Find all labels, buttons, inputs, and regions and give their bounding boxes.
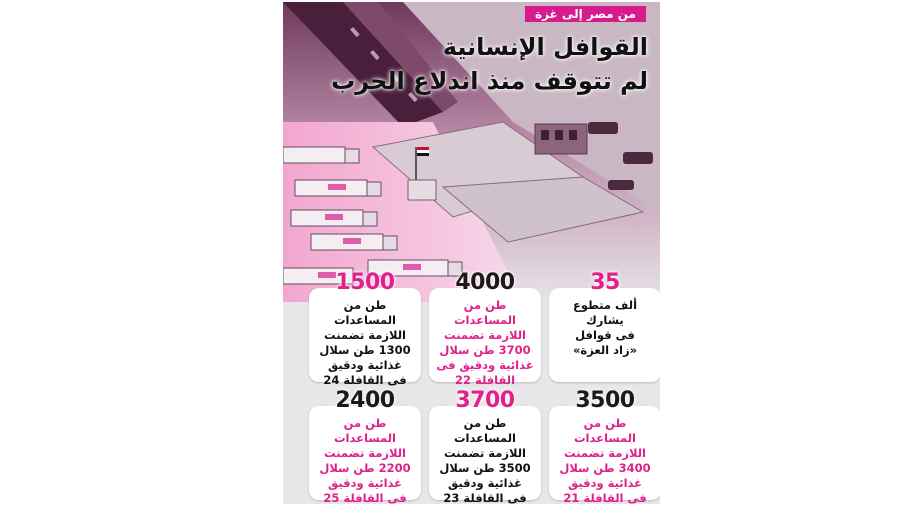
stat-card-3700 [429, 388, 541, 504]
stat-number: 2400 [335, 388, 395, 413]
stat-number: 3500 [575, 388, 635, 413]
stat-number: 3700 [455, 388, 515, 413]
headline [331, 30, 648, 98]
section-tag: من مصر إلى غزة [525, 6, 646, 22]
infographic-poster [283, 2, 660, 504]
stat-description: طن من المساعدات اللازمة تضمنت 3400 طن سلال غذائية ودقيق فى القافلة 21 [559, 416, 651, 504]
stat-card-35 [549, 270, 660, 382]
stat-number: 1500 [335, 270, 395, 295]
stat-description: طن من المساعدات اللازمة تضمنت 2200 طن سلال غذائية ودقيق فى القافلة 25 [319, 416, 411, 504]
stat-description: طن من المساعدات اللازمة تضمنت 1300 طن سلال غذائية ودقيق فى القافلة 24 [319, 298, 411, 387]
stat-number: 35 [590, 270, 620, 295]
headline-line-2: لم تتوقف منذ اندلاع الحرب [331, 67, 648, 95]
stat-card-4000 [429, 270, 541, 387]
stat-card-1500 [309, 270, 421, 387]
truck-icon [311, 234, 397, 250]
truck-icon [291, 210, 377, 226]
stat-description: طن من المساعدات اللازمة تضمنت 3700 طن سلال غذائية ودقيق فى القافلة 22 [436, 298, 534, 387]
truck-icon [295, 180, 381, 196]
stat-card-3500 [549, 388, 660, 504]
headline-line-1: القوافل الإنسانية [442, 33, 648, 61]
stat-number: 4000 [455, 270, 515, 295]
stat-description: ألف متطوع يشارك فى قوافل «زاد العزة» [572, 298, 638, 357]
stat-description: طن من المساعدات اللازمة تضمنت 3500 طن سلال غذائية ودقيق فى القافلة 23 [439, 416, 531, 504]
stat-card-2400 [309, 388, 421, 504]
truck-icon [283, 147, 359, 163]
